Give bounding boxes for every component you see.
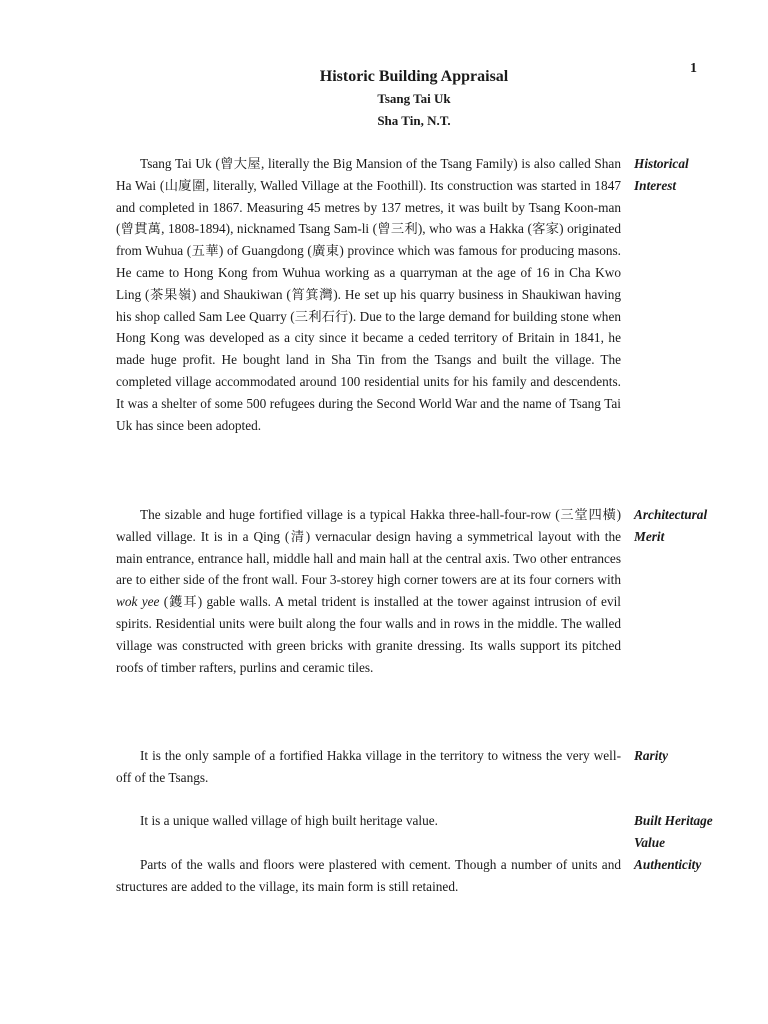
historical-interest-paragraph: Tsang Tai Uk (曾大屋, literally the Big Mansion of the Tsang Family) is also called Shan Ha Wai (山廈圍, literally, Walled Village at the Foothill). Its construction was started in 1847 and completed in 1867. Measuring 45 metres by 137 metres, it was built by Tsang Koon-man (曾貫萬, 1808-1894), nicknamed Tsang Sam-li (曾三利), who was a Hakka (客家) originated from Wuhua (五華) of Guangdong (廣東) province which was famous for producing masons. He came to Hong Kong from Wuhua working as a quarryman at the age of 16 in Cha Kwo Ling (茶果嶺) and Shaukiwan (筲箕灣). He set up his quarry business in Shaukiwan having his shop called Sam Lee Quarry (三利石行). Due to the large demand for building stone when Hong Kong was developed as a city since it became a ceded territory of Britain in 1841, he made huge profit. He bought land in Sha Tin from the Tsangs and built the village. The completed village accommodated around 100 residential units for his family and descendents. It was a shelter of some 500 refugees during the Second World War and the name of Tsang Tai Uk has since been adopted. <box>116 156 621 433</box>
rarity-text <box>116 745 621 789</box>
built-heritage-value-text <box>116 810 621 832</box>
document-title: Historic Building Appraisal <box>319 68 509 85</box>
label-line: Authenticity <box>634 857 702 872</box>
building-location: Sha Tin, N.T. <box>377 113 451 128</box>
paragraph-text: The sizable and huge fortified village is a typical Hakka three-hall-four-row (三堂四橫) walled village. It is in a Qing (清) vernacular design having a symmetrical layout with the main entrance, entrance hall, middle hall and main hall at the central axis. Two other entrances are to either side of the front wall. Four 3-storey high corner towers are at its four corners with <box>116 507 621 588</box>
label-line: Architectural <box>634 507 708 522</box>
authenticity-text <box>116 854 621 898</box>
historical-interest-label <box>634 153 744 197</box>
wok-yee-term: wok yee <box>116 594 160 610</box>
label-line: Built Heritage <box>634 813 713 828</box>
label-line: Value <box>634 834 666 850</box>
architectural-merit-paragraph <box>116 504 621 678</box>
authenticity-paragraph: Parts of the walls and floors were plastered with cement. Though a number of units and structures are added to the village, its main form is still retained. <box>116 857 621 894</box>
historical-interest-text <box>116 153 621 436</box>
document-header <box>0 66 768 132</box>
architectural-merit-text <box>116 504 621 678</box>
label-line: Interest <box>634 177 677 193</box>
paragraph-text: (鑊耳) gable walls. A metal trident is installed at the tower against intrusion of evil spirits. Residential units were built along the four walls and in rows in the middle. The walled village was constructed with green bricks with granite dressing. Its walls support its pitched roofs of timber rafters, purlins and ceramic tiles. <box>116 594 622 675</box>
rarity-paragraph: It is the only sample of a fortified Hakka village in the territory to witness the very well-off of the Tsangs. <box>116 748 621 785</box>
page-number: 1 <box>690 61 697 76</box>
label-line: Merit <box>634 528 665 544</box>
building-name: Tsang Tai Uk <box>377 91 451 106</box>
built-heritage-value-label <box>634 810 744 854</box>
built-heritage-value-paragraph: It is a unique walled village of high built heritage value. <box>140 813 438 828</box>
label-line: Rarity <box>634 748 668 763</box>
rarity-label <box>634 745 744 767</box>
architectural-merit-label <box>634 504 744 548</box>
label-line: Historical <box>634 156 689 171</box>
authenticity-label <box>634 854 744 876</box>
